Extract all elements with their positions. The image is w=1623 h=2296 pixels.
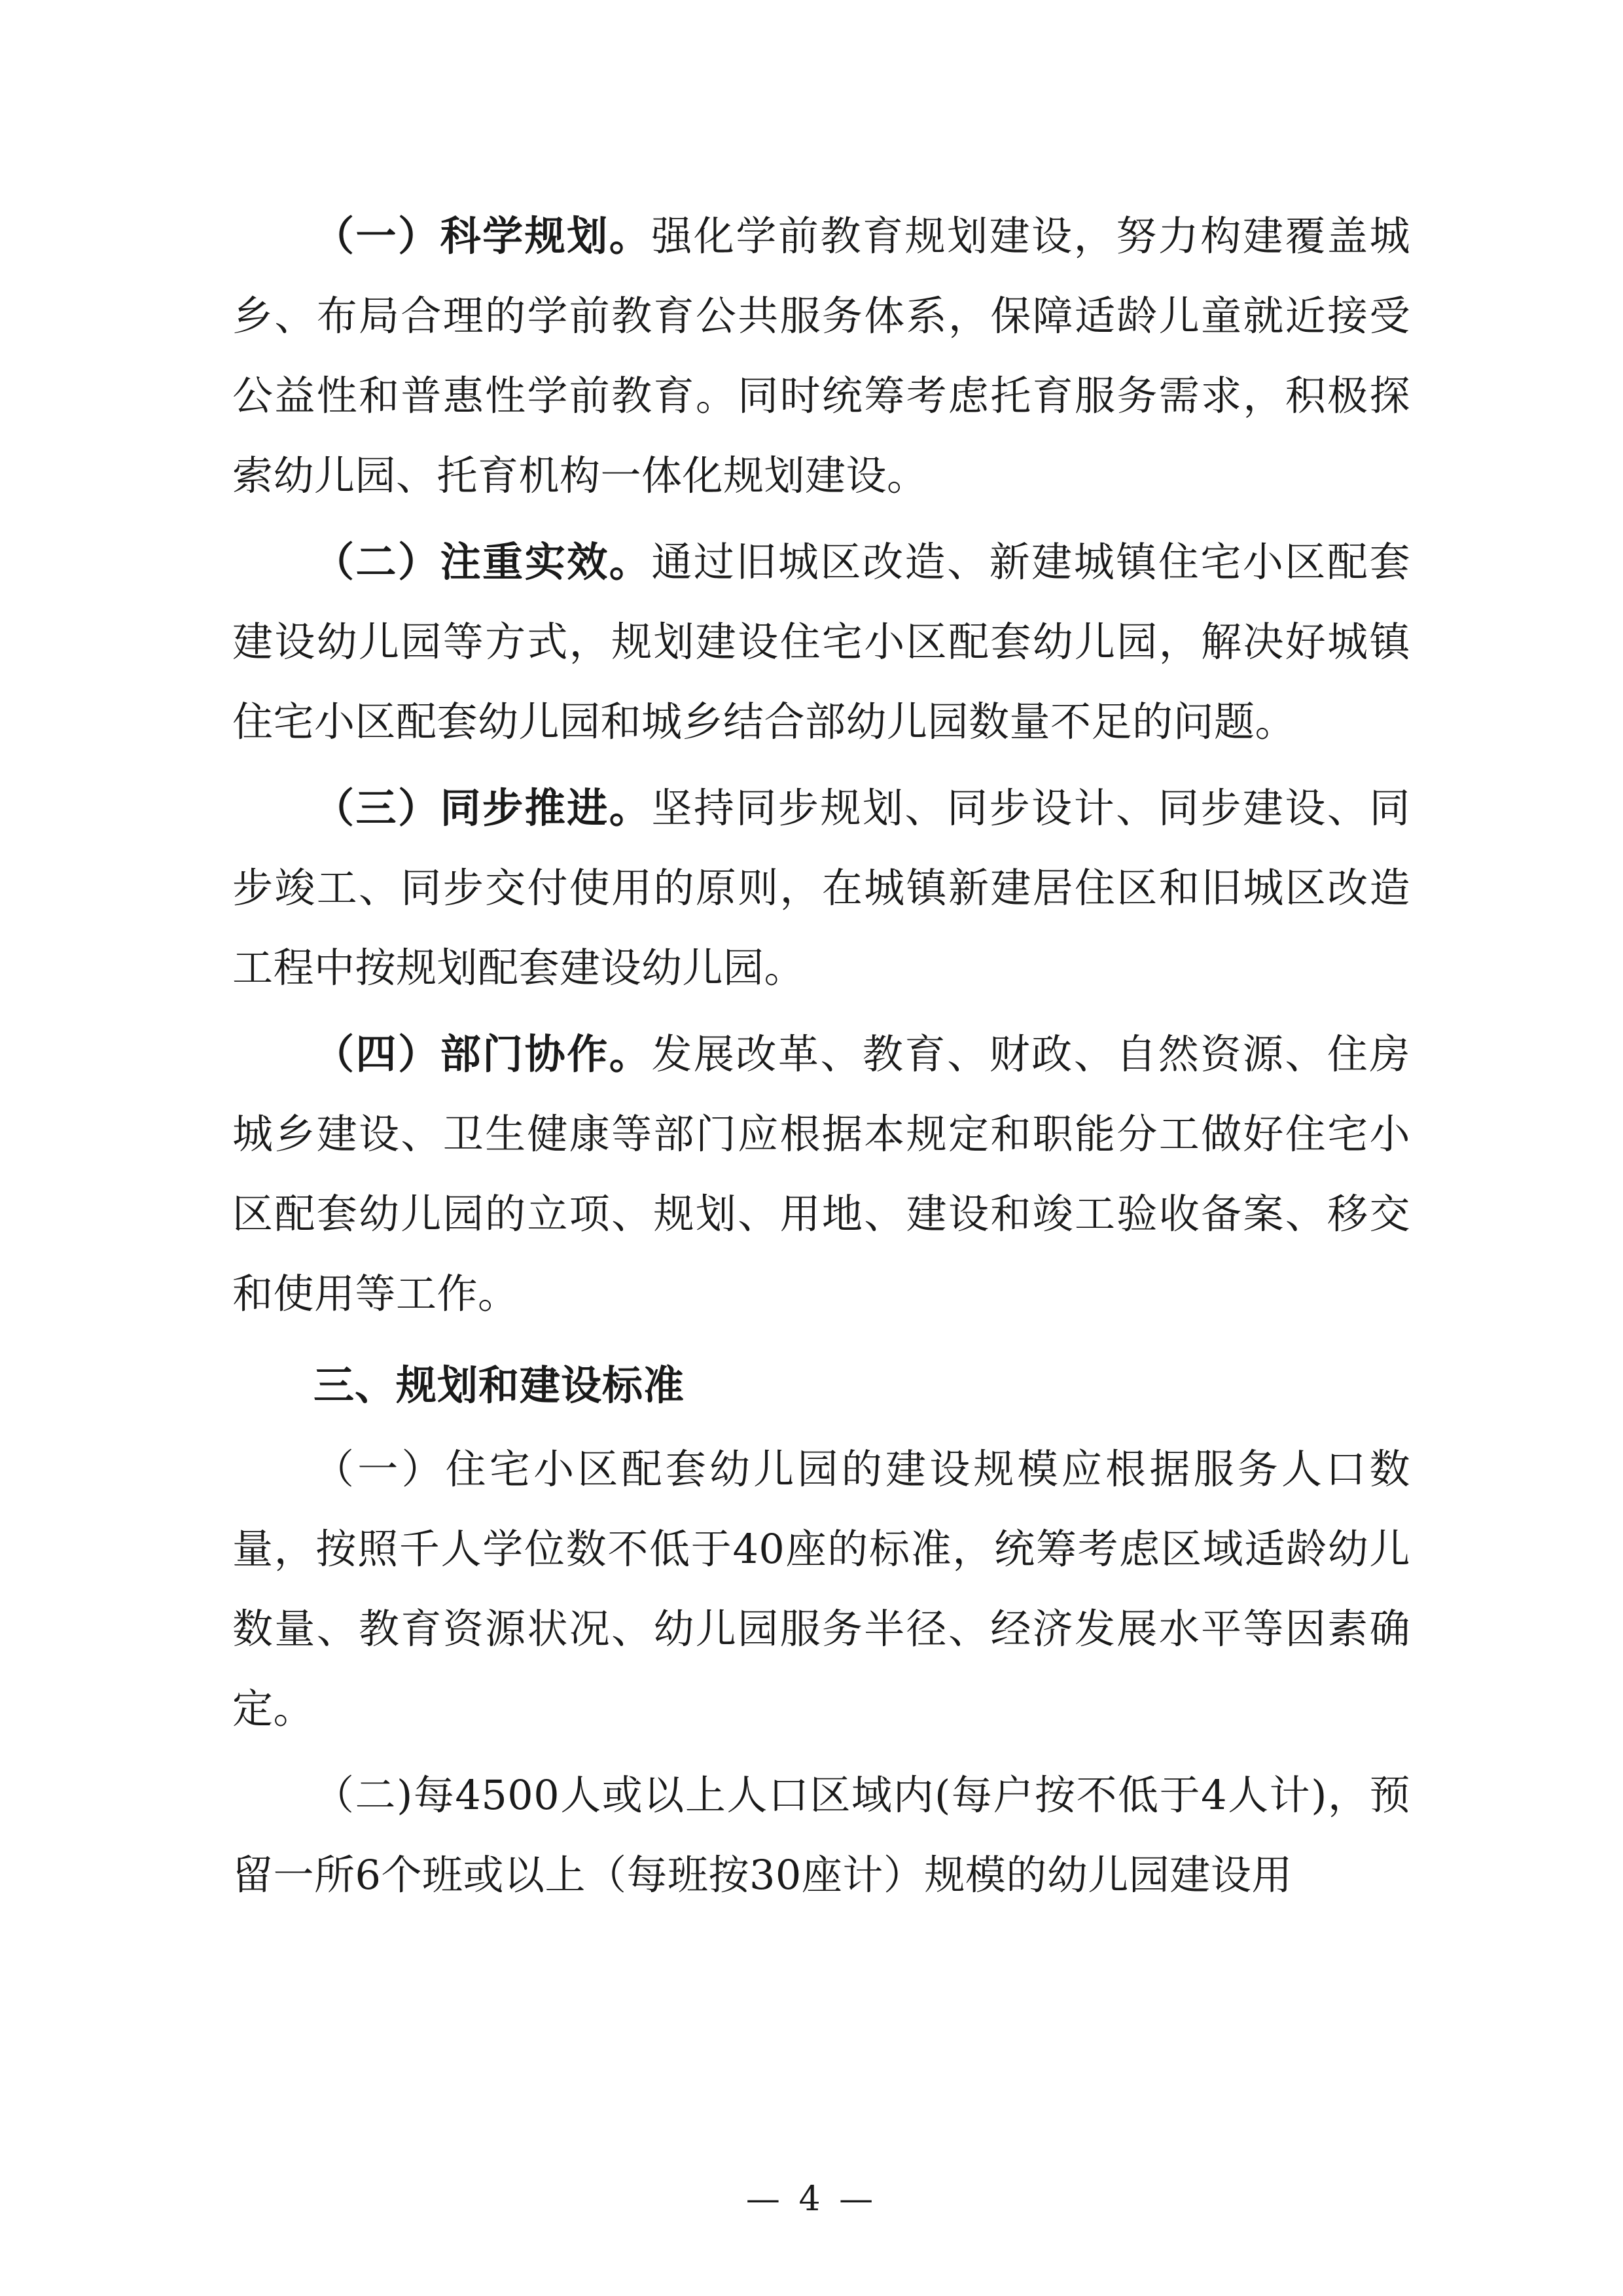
section-heading-3: 三、规划和建设标准 — [313, 1361, 685, 1409]
paragraph-section-2-item-1 — [232, 196, 1410, 516]
paragraph-text-4: 发展改革、教育、财政、自然资源、住房城乡建设、卫生健康等部门应根据本规定和职能分工做好住宅小区配套幼儿园的立项、规划、用地、建设和竣工验收备案、移交和使用等工作。 — [232, 1030, 1410, 1318]
paragraph-section-2-item-2 — [232, 522, 1410, 762]
paragraph-section-2-item-3 — [232, 768, 1410, 1008]
page-footer — [0, 2179, 1623, 2219]
document-body — [232, 196, 1410, 1922]
paragraph-section-2-item-4 — [232, 1014, 1410, 1334]
paragraph-lead-1: （一）科学规划。 — [313, 212, 652, 260]
paragraph-lead-4: （四）部门协作。 — [313, 1030, 652, 1078]
paragraph-section-3-item-1: （一）住宅小区配套幼儿园的建设规模应根据服务人口数量，按照千人学位数不低于40座的标准，统筹考虑区域适龄幼儿数量、教育资源状况、幼儿园服务半径、经济发展水平等因素确定。 — [232, 1445, 1410, 1732]
paragraph-lead-3: （三）同步推进。 — [313, 784, 652, 832]
paragraph-section-3-item-2: （二)每4500人或以上人口区域内(每户按不低于4人计)，预留一所6个班或以上（每班按30座计）规模的幼儿园建设用 — [232, 1771, 1410, 1899]
paragraph-text-1: 强化学前教育规划建设，努力构建覆盖城乡、布局合理的学前教育公共服务体系，保障适龄儿童就近接受公益性和普惠性学前教育。同时统筹考虑托育服务需求，积极探索幼儿园、托育机构一体化规划建设。 — [232, 212, 1410, 499]
paragraph-text-2: 通过旧城区改造、新建城镇住宅小区配套建设幼儿园等方式，规划建设住宅小区配套幼儿园，解决好城镇住宅小区配套幼儿园和城乡结合部幼儿园数量不足的问题。 — [232, 538, 1410, 745]
page-number: — 4 — — [745, 2179, 878, 2219]
paragraph-text-3: 坚持同步规划、同步设计、同步建设、同步竣工、同步交付使用的原则，在城镇新建居住区和旧城区改造工程中按规划配套建设幼儿园。 — [232, 784, 1410, 992]
paragraph-lead-2: （二）注重实效。 — [313, 538, 652, 586]
